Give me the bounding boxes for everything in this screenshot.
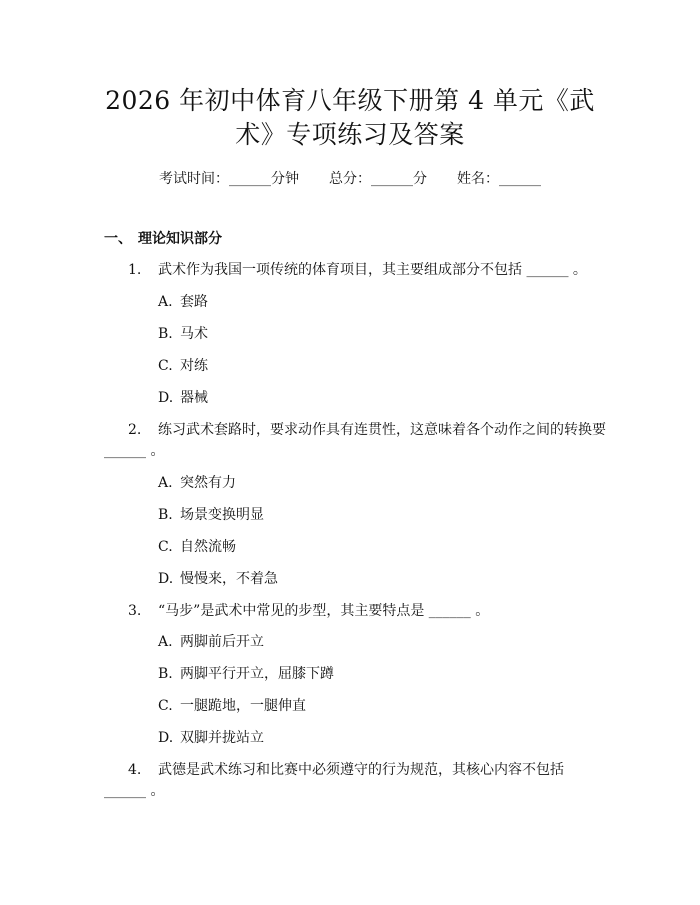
option-letter: A. xyxy=(158,475,173,491)
option-text: 马术 xyxy=(180,326,208,342)
section-heading xyxy=(104,229,222,249)
q2-option-d xyxy=(158,569,278,589)
q3-option-b xyxy=(158,664,334,684)
option-text: 套路 xyxy=(180,294,208,310)
time-unit: 分钟 xyxy=(271,171,299,187)
question-text: “马步”是武术中常见的步型，其主要特点是 ______ 。 xyxy=(158,603,490,619)
q2-option-c xyxy=(158,537,236,557)
q2-option-a xyxy=(158,473,236,493)
question-3 xyxy=(128,601,489,621)
option-text: 一腿跪地，一腿伸直 xyxy=(180,698,306,714)
question-number: 2. xyxy=(128,422,142,438)
question-number: 1. xyxy=(128,262,142,278)
option-text: 两脚前后开立 xyxy=(180,634,264,650)
option-text: 慢慢来，不着急 xyxy=(180,571,278,587)
option-text: 两脚平行开立，屈膝下蹲 xyxy=(180,666,334,682)
option-letter: A. xyxy=(158,634,173,650)
option-letter: C. xyxy=(158,539,173,555)
q1-option-d xyxy=(158,388,208,408)
option-letter: D. xyxy=(158,390,174,406)
page-title-line-2: 术》专项练习及答案 xyxy=(235,120,465,149)
option-text: 自然流畅 xyxy=(180,539,236,555)
question-text: 武德是武术练习和比赛中必须遵守的行为规范，其核心内容不包括 xyxy=(158,762,564,778)
option-text: 突然有力 xyxy=(180,475,236,491)
name-blank: ______ xyxy=(499,171,541,187)
question-2 xyxy=(128,420,606,440)
option-letter: C. xyxy=(158,358,173,374)
option-letter: B. xyxy=(158,326,173,342)
question-1 xyxy=(128,260,587,280)
q3-option-a xyxy=(158,632,264,652)
q3-option-c xyxy=(158,696,306,716)
question-2-continuation: ______ 。 xyxy=(104,443,165,459)
question-4 xyxy=(128,760,564,780)
q1-option-b xyxy=(158,324,208,344)
name-label: 姓名： xyxy=(457,171,499,187)
exam-meta-line xyxy=(0,169,700,189)
option-letter: D. xyxy=(158,730,174,746)
score-label: 总分： xyxy=(329,171,371,187)
option-text: 对练 xyxy=(180,358,208,374)
time-label: 考试时间： xyxy=(159,171,229,187)
question-4-continuation: ______ 。 xyxy=(104,783,165,799)
question-text: 练习武术套路时，要求动作具有连贯性，这意味着各个动作之间的转换要 xyxy=(158,422,606,438)
score-unit: 分 xyxy=(413,171,427,187)
q3-option-d xyxy=(158,728,264,748)
option-letter: B. xyxy=(158,666,173,682)
q1-option-c xyxy=(158,356,208,376)
option-text: 器械 xyxy=(180,390,208,406)
score-blank: ______ xyxy=(371,171,413,187)
option-letter: D. xyxy=(158,571,174,587)
question-number: 4. xyxy=(128,762,142,778)
question-number: 3. xyxy=(128,603,142,619)
page-title-line-1: 2026 年初中体育八年级下册第 4 单元《武 xyxy=(105,86,595,115)
q2-option-b xyxy=(158,505,264,525)
option-letter: C. xyxy=(158,698,173,714)
option-letter: A. xyxy=(158,294,173,310)
section-title: 理论知识部分 xyxy=(138,231,222,247)
option-text: 双脚并拢站立 xyxy=(180,730,264,746)
question-text: 武术作为我国一项传统的体育项目，其主要组成部分不包括 ______ 。 xyxy=(158,262,587,278)
option-letter: B. xyxy=(158,507,173,523)
section-number: 一、 xyxy=(104,231,132,247)
option-text: 场景变换明显 xyxy=(180,507,264,523)
time-blank: ______ xyxy=(229,171,271,187)
q1-option-a xyxy=(158,292,208,312)
